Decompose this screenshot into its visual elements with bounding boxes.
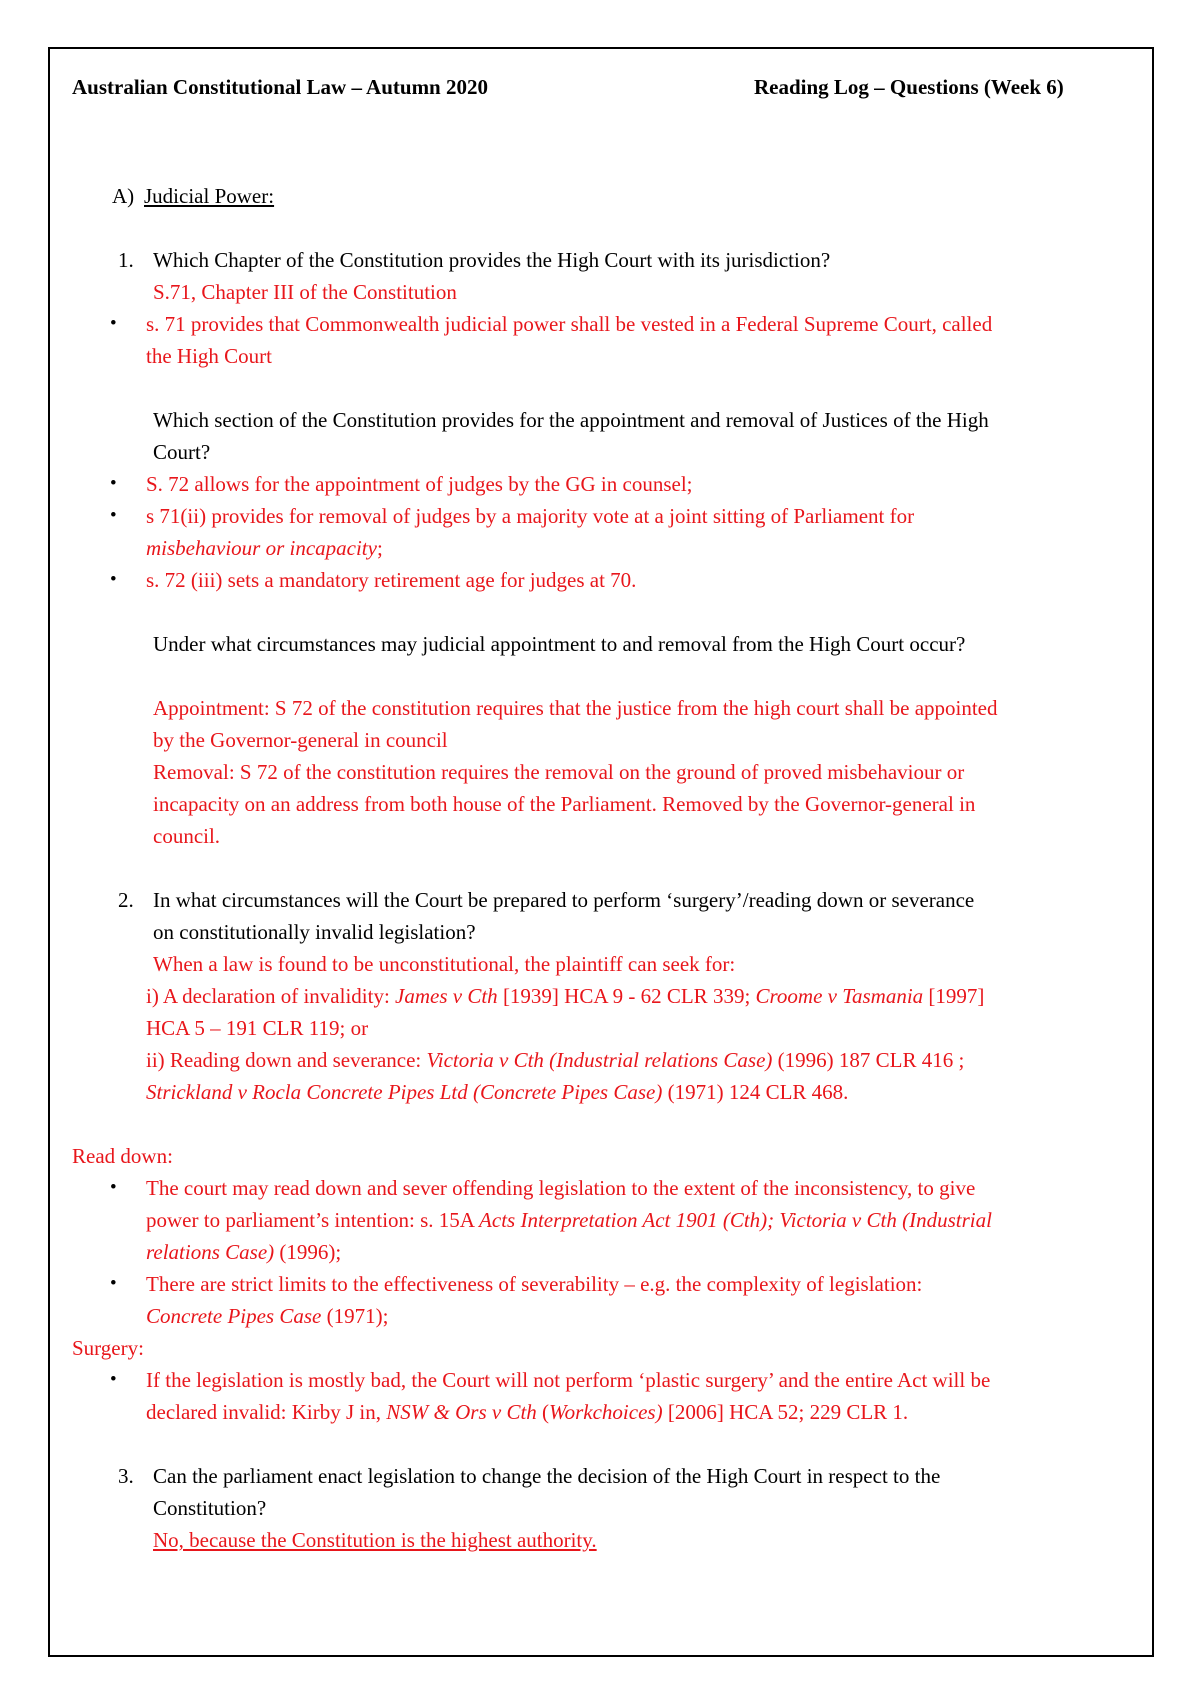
bullet: • xyxy=(110,1177,117,1198)
q2-answer-line-5 xyxy=(146,1080,848,1104)
read-down-bullet-2-line-2 xyxy=(146,1304,388,1328)
q2-answer-line-4 xyxy=(146,1048,964,1072)
q2-case-strickland: Strickland v Rocla Concrete Pipes Ltd (Concrete Pipes Case) xyxy=(146,1080,663,1104)
read-down-bullet-2-line-1: There are strict limits to the effectiveness of severability – e.g. the complexity of legislation: xyxy=(146,1272,923,1296)
q2-case-croome: Croome v Tasmania xyxy=(755,984,924,1008)
q2-answer-4-post: (1996) 187 CLR 416 ; xyxy=(772,1048,965,1072)
bullet: • xyxy=(110,1273,117,1294)
q2-question-line-2: on constitutionally invalid legislation? xyxy=(153,920,476,944)
read-down-b2-italic: Concrete Pipes Case xyxy=(146,1304,322,1328)
q1-number: 1. xyxy=(118,248,134,272)
q3-question-line-2: Constitution? xyxy=(153,1496,267,1520)
course-title: Australian Constitutional Law – Autumn 2020 xyxy=(72,75,488,99)
section-marker: A) xyxy=(112,184,135,208)
q1-bullet-4: s. 72 (iii) sets a mandatory retirement age for judges at 70. xyxy=(146,568,637,592)
q3-answer: No, because the Constitution is the highest authority. xyxy=(153,1528,597,1552)
bullet: • xyxy=(110,569,117,590)
q1-removal-line-2: incapacity on an address from both house of the Parliament. Removed by the Governor-general in xyxy=(153,792,976,816)
q1-question: Which Chapter of the Constitution provides the High Court with its jurisdiction? xyxy=(153,248,831,272)
q1-sub-question-3: Under what circumstances may judicial appointment to and removal from the High Court occur? xyxy=(153,632,966,656)
q1-bullet-3-italic: misbehaviour or incapacity xyxy=(146,536,377,560)
q2-question-line-1: In what circumstances will the Court be prepared to perform ‘surgery’/reading down or severance xyxy=(153,888,975,912)
read-down-b1-italic: Acts Interpretation Act 1901 (Cth); Victoria v Cth (Industrial xyxy=(479,1208,992,1232)
surgery-b1-post: [2006] HCA 52; 229 CLR 1. xyxy=(662,1400,909,1424)
q1-answer: S.71, Chapter III of the Constitution xyxy=(153,280,457,304)
q2-case-victoria: Victoria v Cth (Industrial relations Case) xyxy=(426,1048,773,1072)
q2-answer-2-post: [1997] xyxy=(923,984,985,1008)
surgery-heading: Surgery: xyxy=(72,1336,144,1360)
q1-sub-question-2-line-2: Court? xyxy=(153,440,211,464)
read-down-b1-post: (1996); xyxy=(274,1240,342,1264)
bullet: • xyxy=(110,505,117,526)
surgery-bullet-1-line-1: If the legislation is mostly bad, the Court will not perform ‘plastic surgery’ and the entire Act will be xyxy=(146,1368,991,1392)
q1-bullet-1-line-1: s. 71 provides that Commonwealth judicial power shall be vested in a Federal Supreme Court, called xyxy=(146,312,993,336)
document-title: Reading Log – Questions (Week 6) xyxy=(754,75,1064,99)
read-down-b2-post: (1971); xyxy=(321,1304,389,1328)
q1-removal-line-3: council. xyxy=(153,824,221,848)
q2-answer-5-post: (1971) 124 CLR 468. xyxy=(662,1080,849,1104)
section-heading: Judicial Power: xyxy=(144,184,275,208)
read-down-heading: Read down: xyxy=(72,1144,173,1168)
surgery-bullet-1-line-2 xyxy=(146,1400,908,1424)
surgery-b1-pre: declared invalid: Kirby J in, xyxy=(146,1400,387,1424)
read-down-b1-italic-2: relations Case) xyxy=(146,1240,275,1264)
q2-answer-2-mid: [1939] HCA 9 - 62 CLR 339; xyxy=(497,984,756,1008)
q3-question-line-1: Can the parliament enact legislation to change the decision of the High Court in respect to the xyxy=(153,1464,941,1488)
q1-bullet-3-line-2 xyxy=(146,536,383,560)
read-down-b1-pre: power to parliament’s intention: s. 15A xyxy=(146,1208,480,1232)
q1-appointment-line-1: Appointment: S 72 of the constitution requires that the justice from the high court shall be appointed xyxy=(153,696,998,720)
q2-case-james: James v Cth xyxy=(395,984,498,1008)
bullet: • xyxy=(110,473,117,494)
q2-number: 2. xyxy=(118,888,134,912)
bullet: • xyxy=(110,1369,117,1390)
q2-answer-4-pre: ii) Reading down and severance: xyxy=(146,1048,427,1072)
read-down-bullet-1-line-2 xyxy=(146,1208,992,1232)
surgery-b1-mid: ( xyxy=(536,1400,550,1424)
q1-bullet-2: S. 72 allows for the appointment of judges by the GG in counsel; xyxy=(146,472,693,496)
q1-bullet-1-line-2: the High Court xyxy=(146,344,272,368)
surgery-case-nsw: NSW & Ors v Cth xyxy=(386,1400,537,1424)
q1-appointment-line-2: by the Governor-general in council xyxy=(153,728,448,752)
read-down-bullet-1-line-3 xyxy=(146,1240,341,1264)
read-down-bullet-1-line-1: The court may read down and sever offending legislation to the extent of the inconsistency, to give xyxy=(146,1176,976,1200)
q1-removal-line-1: Removal: S 72 of the constitution requires the removal on the ground of proved misbehaviour or xyxy=(153,760,965,784)
q2-answer-2-pre: i) A declaration of invalidity: xyxy=(146,984,396,1008)
q2-answer-line-1: When a law is found to be unconstitutional, the plaintiff can seek for: xyxy=(153,952,736,976)
q1-bullet-3-line-1: s 71(ii) provides for removal of judges by a majority vote at a joint sitting of Parliament for xyxy=(146,504,915,528)
q1-sub-question-2-line-1: Which section of the Constitution provides for the appointment and removal of Justices of the High xyxy=(153,408,989,432)
q3-number: 3. xyxy=(118,1464,134,1488)
q1-bullet-3-end: ; xyxy=(376,536,383,560)
surgery-case-workchoices: Workchoices) xyxy=(549,1400,663,1424)
q2-answer-line-3: HCA 5 – 191 CLR 119; or xyxy=(146,1016,369,1040)
bullet: • xyxy=(110,313,117,334)
q2-answer-line-2 xyxy=(146,984,984,1008)
